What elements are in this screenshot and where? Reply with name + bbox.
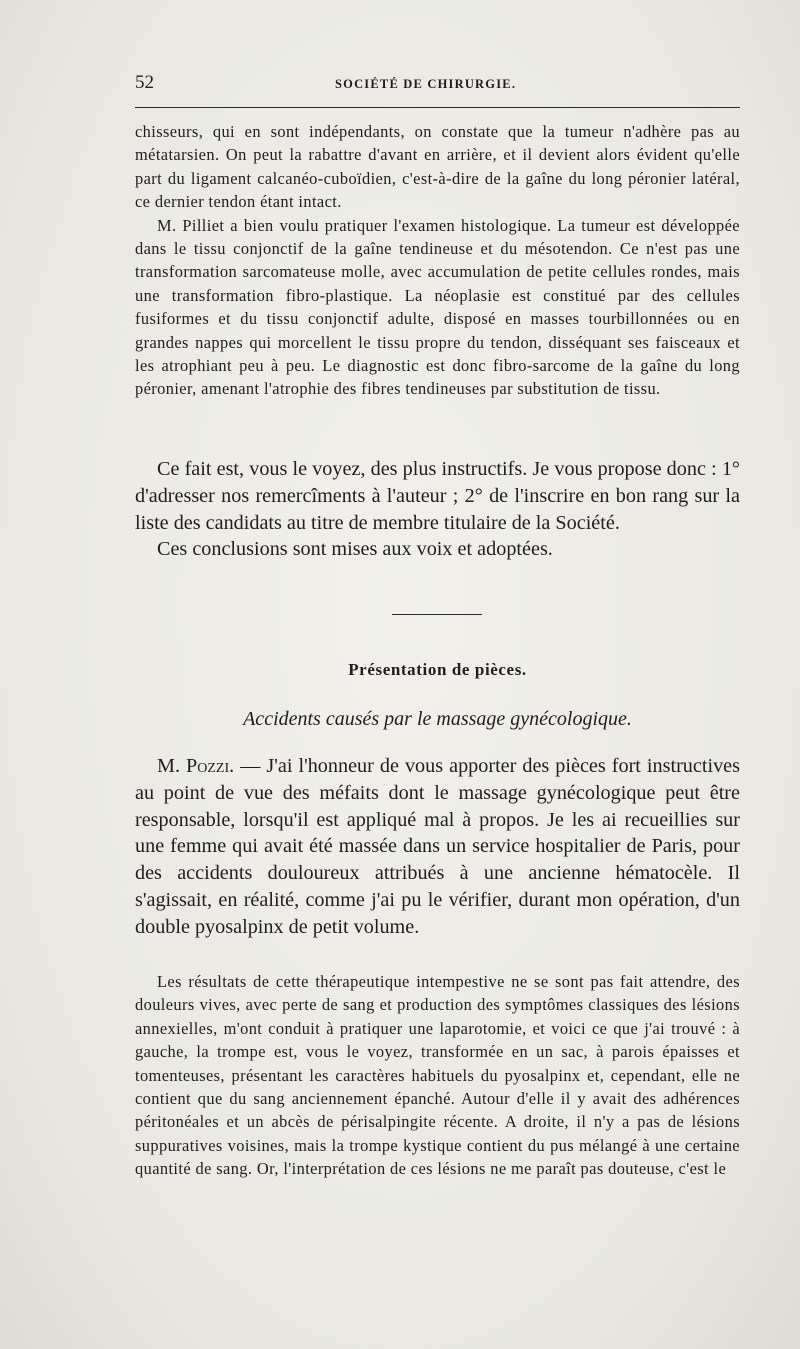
- report-text: [135, 120, 740, 401]
- speech-text: [135, 753, 740, 941]
- section-divider: [392, 614, 482, 615]
- report-paragraph: chisseurs, qui en sont indépendants, on constate que la tumeur n'adhère pas au métatarsien. On peut la rabattre d'avant en arrière, et il devient alors évident qu'elle part du ligament calcanéo-cuboïdien, c'est-à-dire de la gaîne du long péronier latéral, ce dernier tendon étant intact.: [135, 122, 740, 212]
- speech-text-body: — J'ai l'honneur de vous apporter des pièces fort instructives au point de vue des méfaits dont le massage gynécologique peut être responsable, lorsqu'il est appliqué mal à propos. Je les ai recueillies sur une femme qui avait été massée dans un service hospitalier de Paris, pour des accidents douloureux attribués à une ancienne hématocèle. Il s'agissait, en réalité, comme j'ai pu le vérifier, durant mon opération, d'un double pyosalpinx de petit volume.: [135, 755, 740, 938]
- page-number: 52: [135, 72, 154, 93]
- page-header: [135, 72, 740, 98]
- section-title: Présentation de pièces.: [348, 660, 527, 679]
- report-paragraph: M. Pilliet a bien voulu pratiquer l'examen histologique. La tumeur est développée dans le tissu conjonctif de la gaîne tendineuse et du mésotendon. Ce n'est pas une transformation sarcomateuse molle, avec accumulation de petite cellules rondes, mais une transformation fibro-plastique. La néoplasie est constitué par des cellules fusiformes et du tissu conjonctif adulte, disposé en masses tourbillonnées ou en grandes nappes qui morcellent le tissu propre du tendon, disséquant ses faisceaux et les atrophiant peu à peu. Le diagnostic est donc fibro-sarcome de la gaîne du long péronier, amenant l'atrophie des fibres tendineuses par substitution de tissu.: [135, 215, 740, 399]
- section-subtitle: Accidents causés par le massage gynécologique.: [243, 708, 632, 730]
- speech-paragraph: Les résultats de cette thérapeutique intempestive ne se sont pas fait attendre, des douleurs vives, avec perte de sang et production des symptômes classiques des lésions annexielles, m'ont conduit à pratiquer une laparotomie, et voici ce que j'ai trouvé : à gauche, la trompe est, vous le voyez, transformée en un sac, à parois épaisses et tomenteuses, présentant les caractères habituels du pyosalpinx et, cependant, elle ne contient que du sang anciennement épanché. Autour d'elle il y avait des adhérences péritonéales et un abcès de périsalpingite récente. A droite, il n'y a pas de lésions suppuratives voisines, mais la trompe kystique contient du pus mélangé à une certaine quantité de sang. Or, l'interprétation de ces lésions ne me paraît pas douteuse, c'est le: [135, 972, 740, 1179]
- speaker-name: M. Pozzi.: [157, 755, 235, 777]
- conclusion-paragraph: Ces conclusions sont mises aux voix et adoptées.: [157, 538, 553, 561]
- running-head: SOCIÉTÉ DE CHIRURGIE.: [335, 77, 517, 91]
- header-rule: [135, 107, 740, 108]
- speech-paragraph: [135, 753, 740, 941]
- conclusion-paragraph: Ce fait est, vous le voyez, des plus instructifs. Je vous propose donc : 1° d'adresser nos remercîments à l'auteur ; 2° de l'inscrire en bon rang sur la liste des candidats au titre de membre titulaire de la Société.: [135, 458, 740, 534]
- conclusion-text: [135, 456, 740, 563]
- speech-continuation: [135, 970, 740, 1181]
